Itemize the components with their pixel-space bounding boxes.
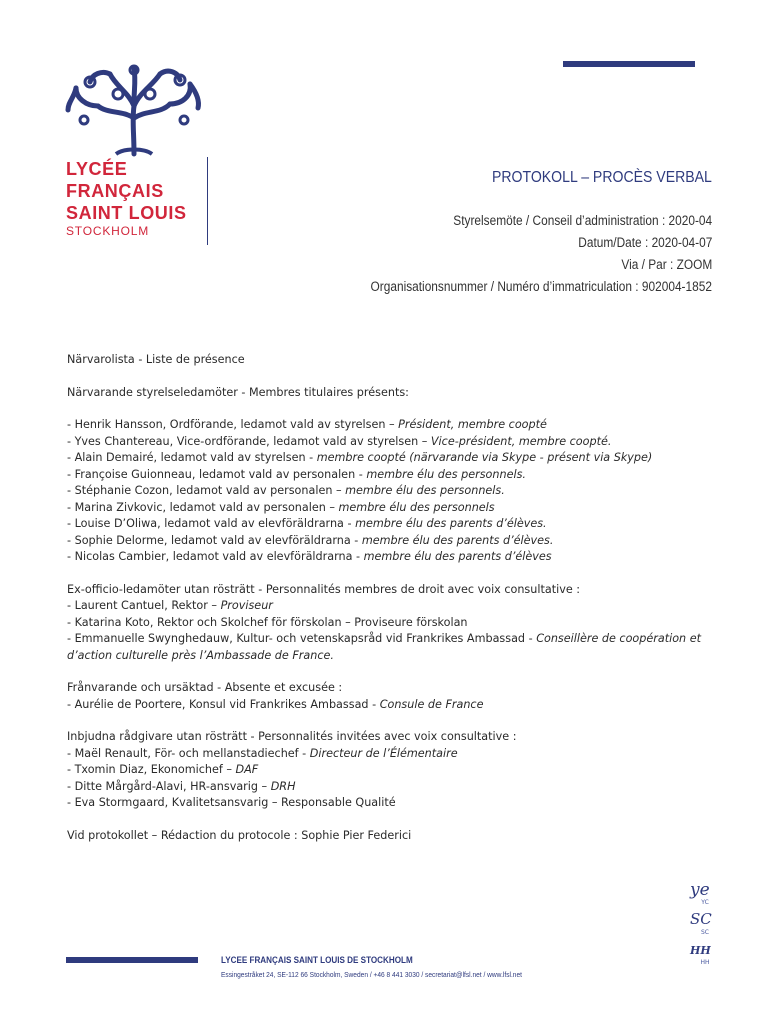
- footer-address: Essingestråket 24, SE-112 66 Stockholm, Sweden / +46 8 441 3030 / secretariat@lfsl.net / www.lfsl.net: [221, 970, 522, 979]
- initials-signature-2: SC: [690, 910, 712, 928]
- list-item-role: membre élu des personnels.: [345, 484, 505, 497]
- invited-heading: Inbjudna rådgivare utan rösträtt - Personnalités invitées avec voix consultative :: [67, 730, 517, 743]
- list-item-role: membre élu des parents d’élèves.: [361, 533, 554, 547]
- list-item: [67, 417, 717, 434]
- list-item: [67, 598, 717, 615]
- document-title: PROTOKOLL – PROCÈS VERBAL: [492, 169, 712, 186]
- list-item-text: - Txomin Diaz, Ekonomichef –: [67, 763, 236, 776]
- absent-heading: Frånvarande och ursäktad - Absente et excusée :: [67, 681, 343, 694]
- logo-divider: [207, 157, 208, 245]
- list-item: [67, 795, 717, 812]
- list-item-text: - Yves Chantereau, Vice-ordförande, ledamot vald av styrelsen –: [67, 434, 431, 448]
- top-accent-bar: [563, 61, 695, 67]
- list-item: [67, 533, 717, 550]
- list-item: [67, 697, 717, 714]
- list-item-text: - Laurent Cantuel, Rektor –: [67, 599, 221, 612]
- list-item-role: Directeur de l’Élémentaire: [309, 746, 458, 760]
- absent-list: [67, 697, 717, 714]
- list-item-role: DRH: [270, 779, 296, 793]
- list-item-text: - Françoise Guionneau, ledamot vald av personalen -: [67, 467, 367, 481]
- list-item-text: - Stéphanie Cozon, ledamot vald av personalen –: [67, 484, 346, 497]
- list-item-text: - Louise D’Oliwa, ledamot vald av elevföräldrarna -: [67, 517, 356, 530]
- initials-signature-1: ye: [690, 880, 710, 900]
- list-item-text: - Sophie Delorme, ledamot vald av elevföräldrarna -: [67, 533, 362, 547]
- footer-school-name: LYCEE FRANÇAIS SAINT LOUIS DE STOCKHOLM: [221, 955, 413, 965]
- list-item: [67, 450, 717, 467]
- exofficio-heading: Ex-officio-ledamöter utan rösträtt - Personnalités membres de droit avec voix consultative :: [67, 582, 581, 596]
- list-item: [67, 483, 717, 500]
- list-item: [67, 762, 717, 779]
- list-item-text: - Aurélie de Poortere, Konsul vid Frankrikes Ambassad -: [67, 697, 380, 711]
- list-item: [67, 434, 717, 451]
- present-list: [67, 417, 717, 566]
- initials-signature-3: HH: [690, 944, 711, 957]
- list-item-text: - Maël Renault, För- och mellanstadiechef -: [67, 746, 310, 760]
- via-line: Via / Par : ZOOM: [621, 257, 712, 272]
- list-item: [67, 549, 717, 566]
- org-number-line: Organisationsnummer / Numéro d’immatriculation : 902004-1852: [370, 279, 712, 294]
- list-item-role: membre élu des parents d’élèves.: [355, 517, 547, 530]
- initials-label-3: HH: [700, 959, 710, 966]
- list-item-role: Président, membre coopté: [398, 418, 547, 431]
- logo-line-stockholm: STOCKHOLM: [66, 224, 149, 238]
- list-item-role: DAF: [235, 763, 259, 776]
- exofficio-list: [67, 598, 717, 664]
- list-item-text: - Ditte Mårgård-Alavi, HR-ansvarig –: [67, 779, 271, 793]
- list-item-text: - Eva Stormgaard, Kvalitetsansvarig – Responsable Qualité: [67, 796, 396, 809]
- list-item-role: membre élu des personnels.: [366, 467, 526, 481]
- list-item: [67, 746, 717, 763]
- list-item: [67, 500, 717, 517]
- list-item-text: - Alain Demairé, ledamot vald av styrelsen -: [67, 451, 317, 464]
- list-item: [67, 516, 717, 533]
- initials-label-1: YC: [701, 899, 709, 906]
- list-item-role: membre coopté (närvarande via Skype - présent via Skype): [316, 451, 653, 464]
- logo-line-saint-louis: SAINT LOUIS: [66, 203, 187, 223]
- footer-accent-bar: [66, 957, 198, 963]
- list-item: [67, 779, 717, 796]
- minutes-body: [67, 352, 717, 844]
- date-line: Datum/Date : 2020-04-07: [577, 235, 712, 250]
- list-item-role: Consule de France: [379, 697, 484, 711]
- list-item-text: - Marina Zivkovic, ledamot vald av personalen –: [67, 500, 339, 514]
- tree-icon: [64, 62, 204, 158]
- logo-line-lycee: LYCÉE: [66, 159, 128, 179]
- present-heading: Närvarande styrelseledamöter - Membres titulaires présents:: [67, 385, 409, 399]
- initials-label-2: SC: [701, 929, 709, 936]
- list-item-role: Proviseur: [220, 599, 273, 612]
- secretary-line: Vid protokollet – Rédaction du protocole : Sophie Pier Federici: [67, 828, 412, 842]
- attendance-title: Närvarolista - Liste de présence: [67, 353, 245, 366]
- list-item-text: - Emmanuelle Swynghedauw, Kultur- och vetenskapsråd vid Frankrikes Ambassad -: [67, 632, 537, 645]
- list-item-role: Conseillère de coopération et d’action culturelle près l’Ambassade de France.: [67, 632, 701, 662]
- list-item: [67, 631, 717, 664]
- logo-line-francais: FRANÇAIS: [66, 181, 164, 201]
- list-item-text: - Katarina Koto, Rektor och Skolchef för förskolan – Proviseure förskolan: [67, 615, 468, 629]
- list-item-text: - Henrik Hansson, Ordförande, ledamot vald av styrelsen –: [67, 418, 399, 431]
- meeting-line: Styrelsemöte / Conseil d’administration : 2020-04: [453, 213, 712, 228]
- list-item: [67, 467, 717, 484]
- list-item-role: membre élu des personnels: [338, 500, 495, 514]
- list-item-text: - Nicolas Cambier, ledamot vald av elevföräldrarna -: [67, 550, 364, 563]
- list-item: [67, 615, 717, 632]
- list-item-role: membre élu des parents d’élèves: [363, 550, 552, 563]
- school-logo: [60, 62, 210, 252]
- list-item-role: Vice-président, membre coopté.: [430, 434, 612, 448]
- invited-list: [67, 746, 717, 812]
